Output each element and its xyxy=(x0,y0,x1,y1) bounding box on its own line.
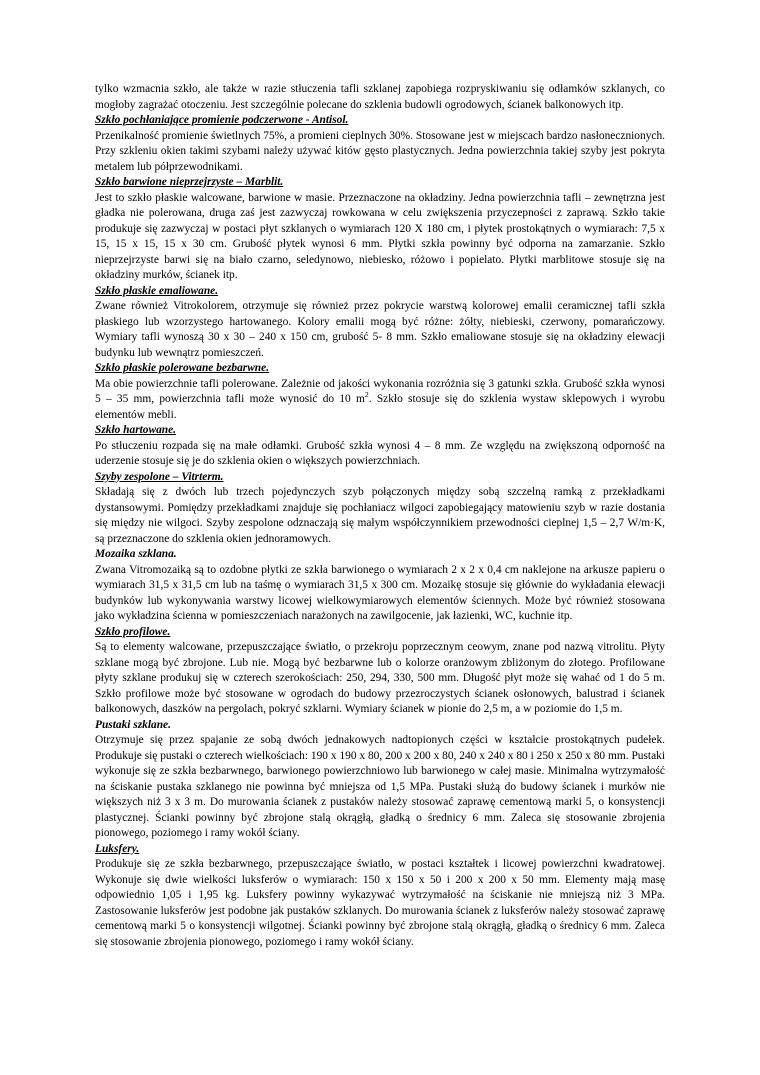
body-paragraph: Jest to szkło płaskie walcowane, barwione w masie. Przeznaczone na okładziny. Jedna powierzchnia tafli – zewnętrzna jest gładka nie polerowana, druga zaś jest zazwyczaj rowkowana w celu zwiększenia przyczepności z zaprawą. Szkło takie produkuje się zazwyczaj w postaci płyt szklanych o wymiarach 120 X 180 cm, i płytek prostokątnych o wymiarach: 7,5 x 15, 15 x 15, 15 x 30 cm. Grubość płytek wynosi 6 mm. Płytki szkła powinny być odporna na zamarzanie. Szkło nieprzejrzyste barwi się na biało czarno, seledynowo, niebiesko, różowo i popielato. Płytki marblitowe stosuje się na okładziny murków, ścianek itp. xyxy=(95,191,665,281)
section-heading: Szkło profilowe. xyxy=(95,625,171,638)
section-heading: Szkło hartowane. xyxy=(95,424,177,436)
section-heading: Mozaika szklana. xyxy=(95,548,177,560)
document-body xyxy=(95,82,665,950)
body-paragraph: Otrzymuje się przez spajanie ze sobą dwóch jednakowych nadtopionych części w kształcie prostokątnych pudełek. Produkuje się pustaki o czterech wielkościach: 190 x 190 x 80, 200 x 200 x 80, 240 x 240 x 80 i 250 x 250 x 80 mm. Pustaki wykonuje się ze szkła bezbarwnego, barwionego powierzchniowo lub barwionego w całej masie. Minimalna wytrzymałość na ściskanie pustaka szklanego nie powinna być mniejsza od 1,5 MPa. Pustaki służą do budowy ścianek i murków nie większych niż 3 x 3 m. Do murowania ścianek z pustaków należy stosować zaprawę cementową marki 5, o konsystencji plastycznej. Ścianki powinny być zbrojone stalą okrągłą, gładką o średnicy 6 mm. Zaleca się stosowanie zbrojenia pionowego, poziomego i ramy wokół ściany. xyxy=(95,734,665,839)
section-heading: Szkło barwione nieprzejrzyste – Marblit. xyxy=(95,176,284,188)
section-heading: Luksfery. xyxy=(95,842,140,855)
body-paragraph: Zwane również Vitrokolorem, otrzymuje się również przez pokrycie warstwą kolorowej emalii ceramicznej tafli szkła płaskiego lub wzorzystego hartowanego. Kolory emalii mogą być różne: żółty, niebieski, czerwony, pomarańczowy. Wymiary tafli wynoszą 30 x 30 – 240 x 150 cm, grubość 5- 8 mm. Szkło emaliowane stosuje się na okładziny elewacji budynku lub wewnątrz pomieszczeń. xyxy=(95,300,665,359)
body-paragraph: Są to elementy walcowane, przepuszczające światło, o przekroju poprzecznym ceowym, znane pod nazwą vitrolitu. Płyty szklane mogą być zbrojone. Lub nie. Mogą być bezbarwne lub o kolorze oranżowym zbliżonym do złotego. Profilowane płyty szklane produkuj się w czterech szerokościach: 250, 294, 330, 500 mm. Długość płyt może się wahać od 1 do 5 m. Szkło profilowe może być stosowane w ogrodach do budowy przezroczystych ścianek osłonowych, balustrad i ścianek balkonowych, daszków na pergolach, pokryć szklarni. Wymiary ścianek w pionie do 2,5 m, a w poziomie do 1,5 m. xyxy=(95,641,665,715)
section-heading: Szyby zespolone – Vitrterm. xyxy=(95,470,224,483)
section-heading: Szkło pochłaniające promienie podczerwone - Antisol. xyxy=(95,114,349,126)
body-paragraph: Przenikalność promienie świetlnych 75%, a promieni cieplnych 30%. Stosowane jest w miejscach bardzo nasłonecznionych. Przy szkleniu okien takimi szybami należy używać kitów gęsto plastycznych. Jedna powierzchnia takiej szyby jest pokryta metalem lub półprzewodnikami. xyxy=(95,129,665,173)
section-heading: Pustaki szklane. xyxy=(95,718,171,731)
section-heading: Szkło płaskie polerowane bezbarwne. xyxy=(95,362,270,374)
body-paragraph: Zwana Vitromozaiką są to ozdobne płytki ze szkła barwionego o wymiarach 2 x 2 x 0,4 cm naklejone na arkusze papieru o wymiarach 31,5 x 31,5 cm lub na taśmę o wymiarach 31,5 x 300 cm. Mozaikę stosuje się głównie do wykładania elewacji budynków lub wykonywania warstwy licowej wielkowymiarowych elementów ściennych. Może być również stosowana jako wykładzina ścienna w pomieszczeniach narażonych na zawilgocenie, jak łazienki, WC, kuchnie itp. xyxy=(95,563,665,622)
body-paragraph: Produkuje się ze szkła bezbarwnego, przepuszczające światło, w postaci kształtek i licowej powierzchni kwadratowej. Wykonuje się dwie wielkości luksferów o wymiarach: 150 x 150 x 50 i 200 x 200 x 50 mm. Elementy mają masę odpowiednio 1,05 i 1,95 kg. Luksfery powinny wykazywać wytrzymałość na ściskanie nie mniejszą niż 3 MPa. Zastosowanie luksferów jest podobne jak pustaków szklanych. Do murowania ścianek z luksferów należy stosować zaprawę cementową marki 5 o konsystencji wilgotnej. Ścianki powinny być zbrojone stalą okrągłą, gładką o średnicy 6 mm. Zaleca się stosowanie zbrojenia pionowego, poziomego i ramy wokół ściany. xyxy=(95,858,665,948)
body-paragraph: Po stłuczeniu rozpada się na małe odłamki. Grubość szkła wynosi 4 – 8 mm. Ze względu na zwiększoną odporność na uderzenie stosuje się je do szklenia okien o większych powierzchniach. xyxy=(95,439,665,467)
body-paragraph: tylko wzmacnia szkło, ale także w razie stłuczenia tafli szklanej zapobiega rozpryskiwaniu się odłamków szklanych, co mogłoby zagrażać otoczeniu. Jest szczególnie polecane do szklenia budowli ogrodowych, ścianek balkonowych itp. xyxy=(95,83,665,111)
body-paragraph: Składają się z dwóch lub trzech pojedynczych szyb połączonych między sobą szczelną ramką z przekładkami dystansowymi. Pomiędzy przekładkami znajduje się pochłaniacz wilgoci zapobiegający matowieniu szyb w razie dostania się między nie wilgoci. Szyby zespolone odznaczają się małym współczynnikiem przewodności cieplnej 1,5 – 2,7 W/m·K, są przeznaczone do szklenia okien jednoramowych. xyxy=(95,486,665,545)
section-heading: Szkło płaskie emaliowane. xyxy=(95,284,219,297)
body-paragraph: Ma obie powierzchnie tafli polerowane. Zależnie od jakości wykonania rozróżnia się 3 gatunki szkła. Grubość szkła wynosi 5 – 35 mm, powierzchnia tafli może wynosić do 10 $m^2$. Szkło stosuje się do szklenia wystaw sklepowych i wyrobu elementów mebli. xyxy=(95,377,665,421)
